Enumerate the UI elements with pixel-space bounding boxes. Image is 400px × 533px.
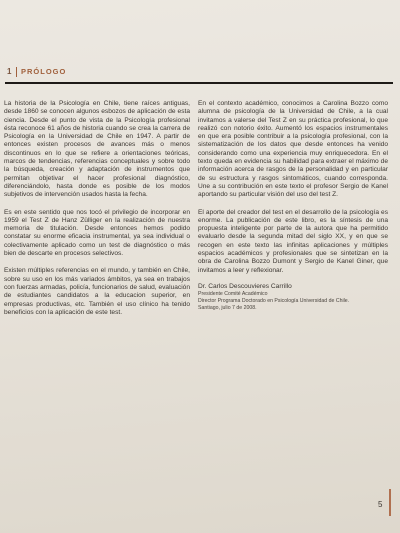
section-header (0, 64, 392, 80)
section-separator (16, 67, 17, 77)
paragraph: Existen múltiples referencias en el mundo, y también en Chile, sobre su uso en los más variados ámbitos, ya sea en trabajos con fuerzas armadas, policía, funcionarios de salud, evaluación de estudiantes candidatos a la educacion superior, en empresas productivas, etc. También el uso clínico ha tenido beneficios con la aplicación de este test. (4, 267, 190, 316)
page-number: 5 (378, 500, 383, 509)
signature-block (198, 282, 388, 312)
left-column (4, 100, 190, 326)
header-rule (5, 82, 393, 84)
signatory-role: Director Programa Doctorado en Psicología Universidad de Chile. (198, 297, 350, 304)
page-number-bar (389, 489, 391, 516)
paragraph: En el contexto académico, conocimos a Carolina Bozzo como alumna de psicología de la Universidad de Chile, a la cual invitamos a valerse del Test Z en su práctica profesional, lo que realizó con notorio éxito. Aumentó los espacios instrumentales en que era posible contribuir a la psicología profesional, con la sistematización de los datos que desde entonces ha venido considerando como una experiencia muy enriquecedora. En el texto queda en evidencia su habilidad para extraer el máximo de información acerca de rasgos de la personalidad y en particular de su estructura y rasgos sintomáticos, cuando corresponda. Une a su contribución en este texto el profesor Sergio de Kanel aportando su particular visión del uso del test Z. (198, 100, 388, 199)
signatory-name: Dr. Carlos Descouvieres Carrillo (198, 282, 292, 290)
right-column (198, 100, 388, 312)
section-number: 1 (7, 67, 12, 76)
signature-place-date: Santiago, julio 7 de 2008. (198, 304, 257, 311)
paragraph: La historia de la Psicología en Chile, tiene raíces antiguas, desde 1860 se conocen algunos esbozos de aplicación de esta ciencia. Desde el punto de vista de la Psicología profesional ésta reconoce 61 años de historia cuando se crea la carrera de Psicología en la Universidad de Chile en 1947. A partir de entonces existen procesos de avances más o menos discontinuos en lo que se refiere a orientaciones teóricas, marcos de tendencias, referencias conceptuales y sobre todo la búsqueda, creación y adaptación de instrumentos que permitan objetivar el hacer profesional diagnóstico, diferenciándolo, hasta donde es posible de los modos subjetivos de intervención usados hasta la fecha. (4, 100, 190, 199)
section-title: PRÓLOGO (21, 67, 67, 76)
signatory-role: Presidente Comité Académico (198, 290, 268, 297)
paragraph: Es en este sentido que nos tocó el privilegio de incorporar en 1959 el Test Z de Hanz Zülliger en la realización de nuestra memoria de titulación. Desde entonces hemos podido constatar su enorme eficacia instrumental, ya sea individual o colectivamente aplicado como un test de diagnóstico o más bien de descarte en procesos selectivos. (4, 208, 190, 258)
paragraph: El aporte del creador del test en el desarrollo de la psicología es enorme. La publicación de este libro, es la síntesis de una propuesta inteligente por parte de la autora que ha permitido evaluarlo desde la segunda mitad del siglo XX, y en que se recogen en este texto las infinitas aplicaciones y múltiples espacios académicos y profesionales que se sintetizan en la obra de Carolina Bozzo Dumont y Sergio de Kanel Giner, que invitamos a leer y reflexionar. (198, 208, 388, 274)
